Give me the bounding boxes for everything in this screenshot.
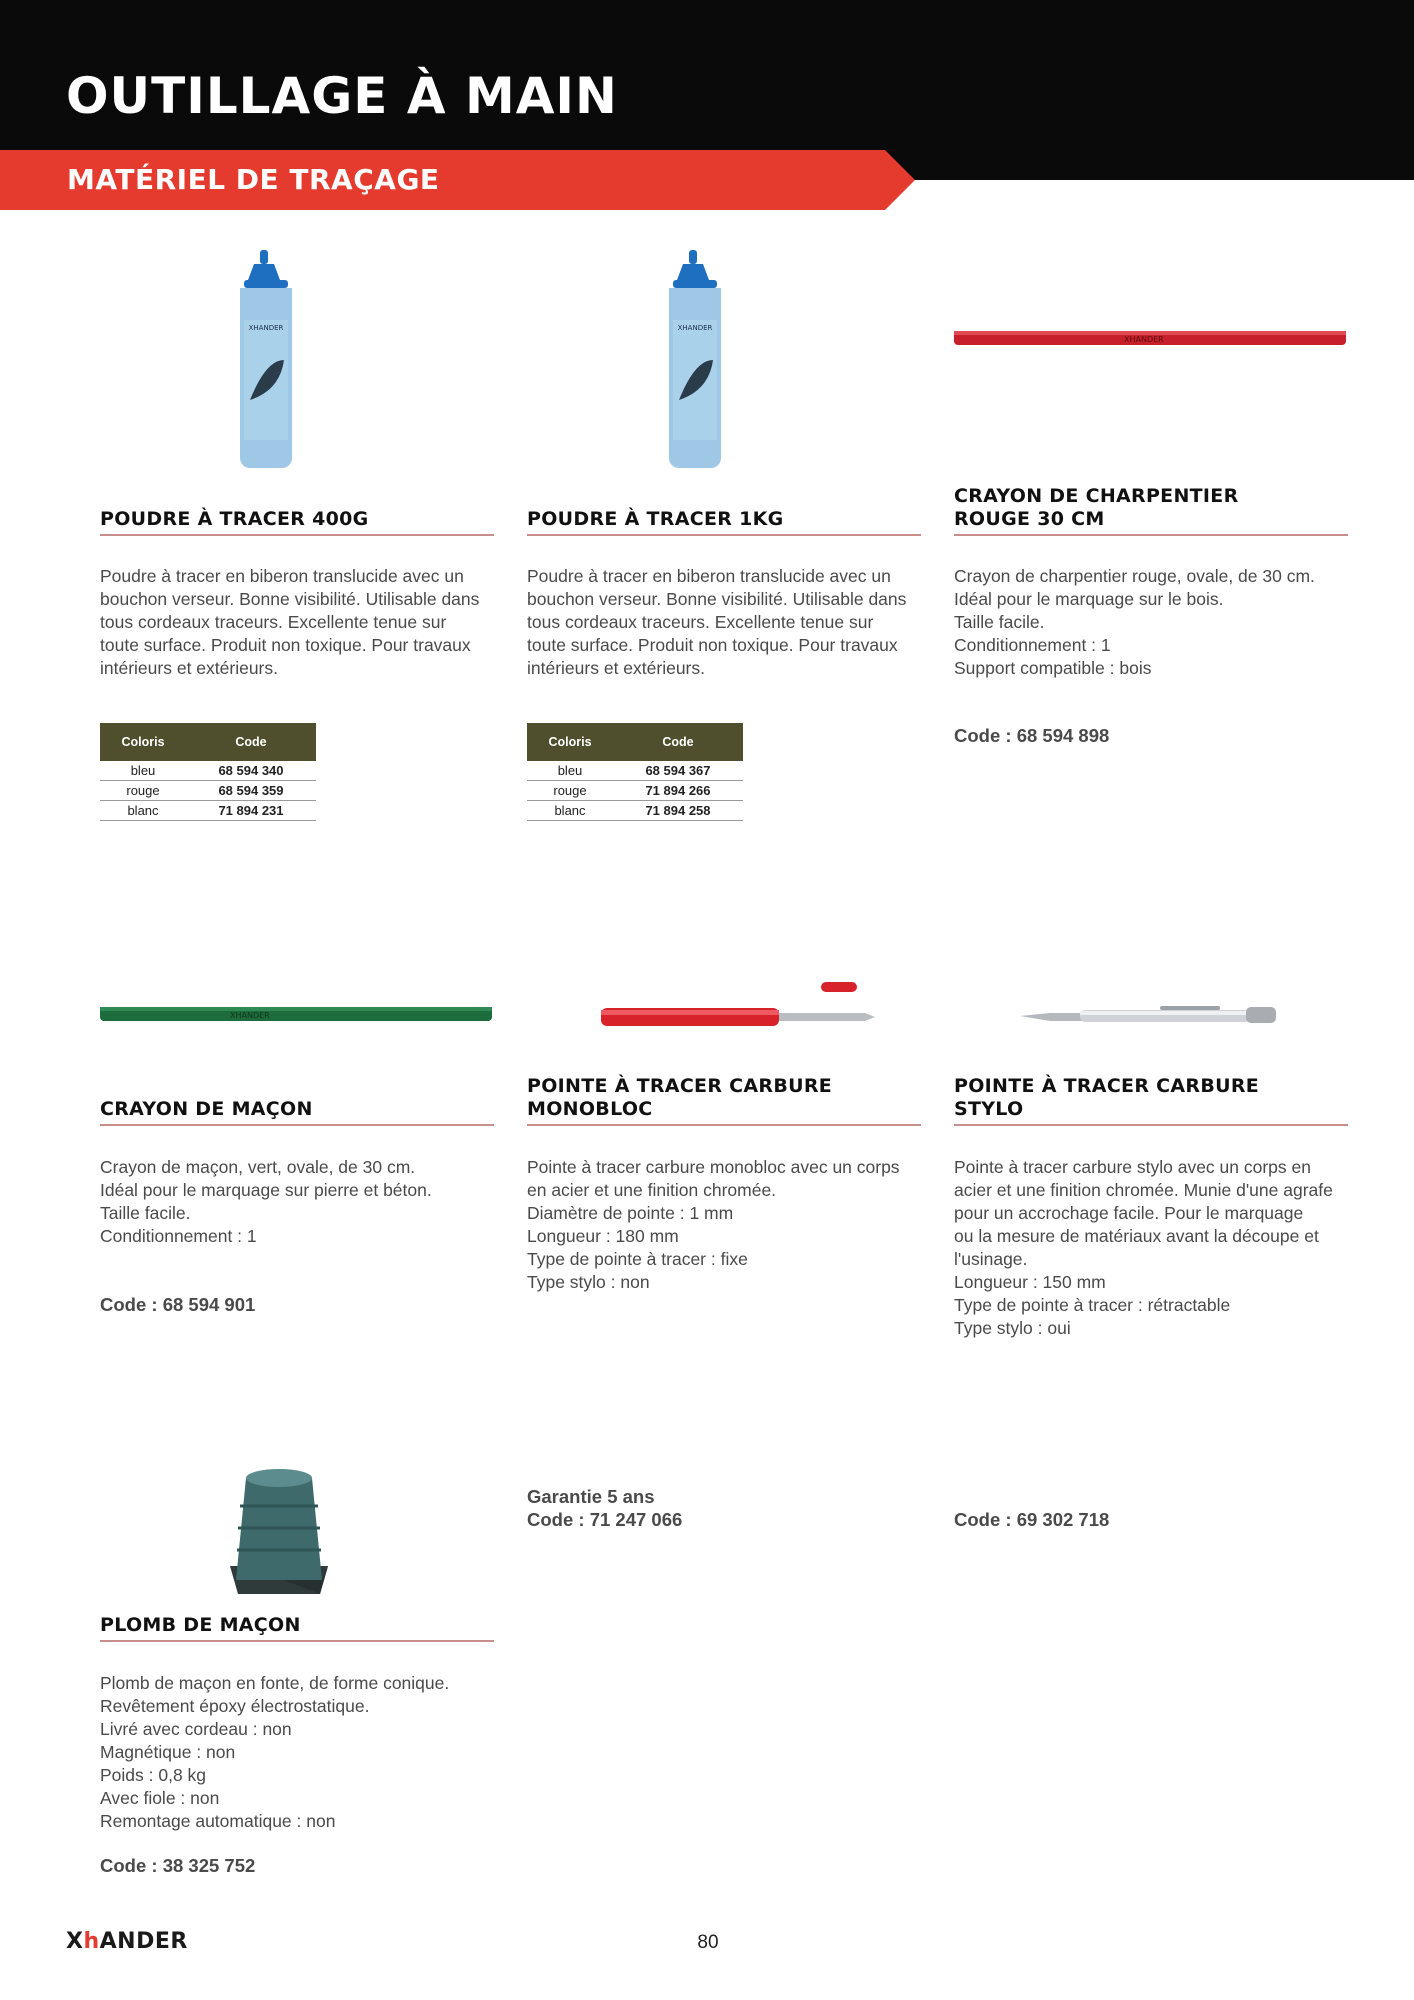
table-header-row — [527, 723, 743, 761]
section-title: MATÉRIEL DE TRAÇAGE — [67, 163, 440, 196]
color-cell: bleu — [100, 761, 186, 781]
page-number: 80 — [697, 1932, 719, 1953]
product-description: Poudre à tracer en biberon translucide avec un bouchon verseur. Bonne visibilité. Utilisable dans tous cordeaux traceurs. Excellente tenue sur toute surface. Produit non toxique. Pour travaux intérieurs et extérieurs. — [100, 566, 480, 678]
title-rule — [527, 1124, 921, 1126]
product-card — [100, 980, 494, 1320]
color-cell: rouge — [100, 781, 186, 801]
code-cell: 68 594 367 — [613, 761, 743, 781]
title-rule — [954, 1124, 1348, 1126]
table-header-row — [100, 723, 316, 761]
brand-h: h — [83, 1929, 100, 1954]
product-title: CRAYON DE MAÇON — [100, 1098, 313, 1120]
product-code: Garantie 5 ans Code : 71 247 066 — [527, 1486, 683, 1530]
title-rule — [954, 534, 1348, 536]
product-description: Pointe à tracer carbure stylo avec un corps en acier et une finition chromée. Munie d'une agrafe pour un accrochage facile. Pour le marquage ou la mesure de matériaux avant la découpe et l'usinage. Longueur : 150 mm Type de pointe à tracer : rétractable Type stylo : oui — [954, 1157, 1333, 1338]
color-cell: bleu — [527, 761, 613, 781]
product-description: Crayon de charpentier rouge, ovale, de 30 cm. Idéal pour le marquage sur le bois. Taille facile. Conditionnement : 1 Support compatible : bois — [954, 566, 1315, 678]
code-cell: 71 894 258 — [613, 801, 743, 821]
svg-text:XHANDER: XHANDER — [230, 1011, 270, 1020]
column-header-color: Coloris — [100, 723, 186, 761]
column-header-code: Code — [186, 723, 316, 761]
red-pencil-icon — [954, 328, 1348, 348]
product-title: POINTE À TRACER CARBURE STYLO — [954, 1075, 1260, 1120]
green-pencil-icon — [100, 1004, 494, 1024]
product-card — [527, 250, 921, 830]
color-cell: rouge — [527, 781, 613, 801]
color-cell: blanc — [527, 801, 613, 821]
svg-text:XHANDER: XHANDER — [1124, 335, 1164, 344]
code-cell: 68 594 340 — [186, 761, 316, 781]
color-cell: blanc — [100, 801, 186, 821]
product-card — [100, 250, 494, 830]
code-cell: 68 594 359 — [186, 781, 316, 801]
brand-logo — [66, 1929, 188, 1954]
title-rule — [100, 1640, 494, 1642]
red-scriber-icon — [599, 980, 875, 1030]
code-cell: 71 894 231 — [186, 801, 316, 821]
page-title: OUTILLAGE À MAIN — [66, 67, 618, 125]
svg-text:XHANDER: XHANDER — [677, 324, 713, 332]
product-description: Poudre à tracer en biberon translucide avec un bouchon verseur. Bonne visibilité. Utilisable dans tous cordeaux traceurs. Excellente tenue sur toute surface. Produit non toxique. Pour travaux intérieurs et extérieurs. — [527, 566, 907, 678]
product-title: PLOMB DE MAÇON — [100, 1614, 301, 1636]
table-row — [527, 801, 743, 821]
product-code: Code : 38 325 752 — [100, 1855, 256, 1876]
spec-table — [100, 723, 316, 821]
product-description: Pointe à tracer carbure monobloc avec un corps en acier et une finition chromée. Diamètre de pointe : 1 mm Longueur : 180 mm Type de pointe à tracer : fixe Type stylo : non — [527, 1157, 900, 1292]
spec-table — [527, 723, 743, 821]
title-rule — [100, 534, 494, 536]
brand-name: ANDER — [99, 1929, 188, 1954]
brand-x: X — [66, 1929, 84, 1954]
table-row — [100, 801, 316, 821]
product-description: Plomb de maçon en fonte, de forme conique. Revêtement époxy électrostatique. Livré avec cordeau : non Magnétique : non Poids : 0,8 kg Avec fiole : non Remontage automatique : non — [100, 1673, 450, 1831]
product-card — [954, 980, 1348, 1540]
column-header-color: Coloris — [527, 723, 613, 761]
svg-text:XHANDER: XHANDER — [248, 324, 284, 332]
product-code: Code : 68 594 898 — [954, 725, 1110, 746]
code-cell: 71 894 266 — [613, 781, 743, 801]
bottle-icon — [234, 250, 298, 472]
product-title: CRAYON DE CHARPENTIER ROUGE 30 CM — [954, 485, 1239, 530]
product-title: POUDRE À TRACER 400G — [100, 508, 369, 530]
product-title: POINTE À TRACER CARBURE MONOBLOC — [527, 1075, 833, 1120]
title-rule — [100, 1124, 494, 1126]
table-row — [527, 781, 743, 801]
table-row — [100, 781, 316, 801]
product-code: Code : 69 302 718 — [954, 1509, 1110, 1530]
product-description: Crayon de maçon, vert, ovale, de 30 cm. Idéal pour le marquage sur pierre et béton. Taille facile. Conditionnement : 1 — [100, 1157, 432, 1246]
chrome-scriber-icon — [1020, 1002, 1282, 1028]
plumb-bob-icon — [224, 1466, 334, 1602]
title-rule — [527, 534, 921, 536]
table-row — [527, 761, 743, 781]
table-row — [100, 761, 316, 781]
product-title: POUDRE À TRACER 1KG — [527, 508, 784, 530]
product-card — [954, 250, 1348, 770]
product-card — [527, 980, 921, 1540]
product-code: Code : 68 594 901 — [100, 1294, 256, 1315]
bottle-icon — [663, 250, 727, 472]
column-header-code: Code — [613, 723, 743, 761]
product-card — [100, 1466, 494, 1886]
